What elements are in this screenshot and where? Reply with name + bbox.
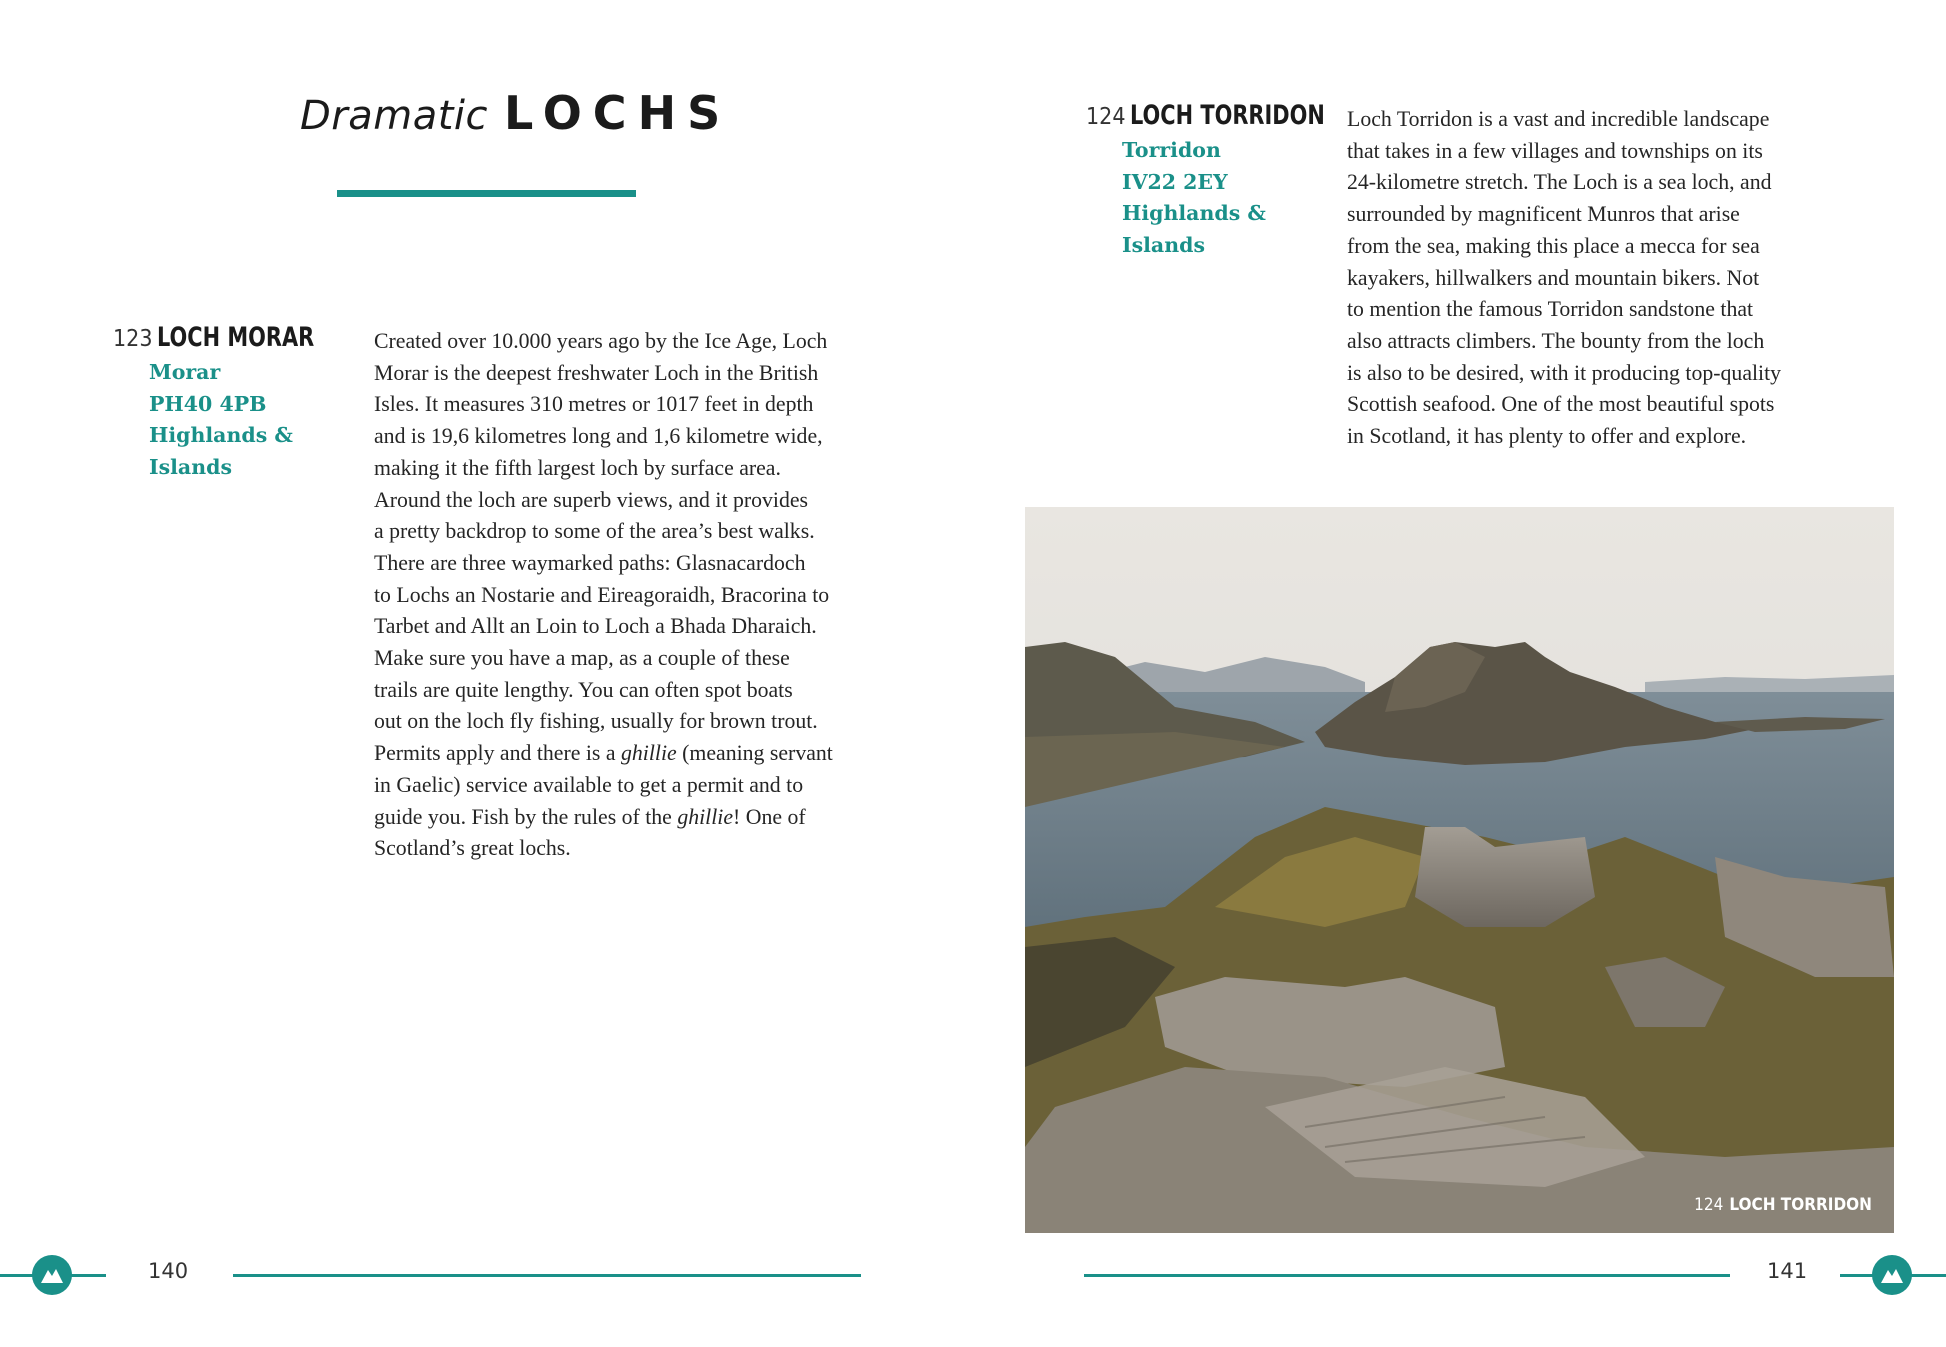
- footer-rule-left-inner: [68, 1274, 106, 1277]
- body-line: Created over 10.000 years ago by the Ice Age, Loch: [374, 329, 828, 353]
- entry-heading-loch-morar: [113, 322, 339, 353]
- body-line: and is 19,6 kilometres long and 1,6 kilometre wide,: [374, 424, 823, 449]
- photo-caption: [1694, 1195, 1872, 1215]
- italic-term: ghillie: [677, 804, 734, 829]
- section-title: [300, 86, 731, 140]
- address-line: Morar: [149, 360, 221, 384]
- entry-number: 124: [1086, 104, 1126, 130]
- body-line: trails are quite lengthy. You can often spot boats: [374, 677, 793, 702]
- footer-rule-left-long: [233, 1274, 861, 1277]
- body-line: from the sea, making this place a mecca for sea: [1347, 233, 1760, 258]
- body-line: Isles. It measures 310 metres or 1017 feet in depth: [374, 392, 814, 417]
- body-text-loch-morar: [374, 326, 833, 865]
- body-line: Loch Torridon is a vast and incredible landscape: [1347, 107, 1770, 131]
- body-line: out on the loch fly fishing, usually for brown trout.: [374, 709, 818, 734]
- title-underline: [337, 190, 636, 197]
- body-line: Make sure you have a map, as a couple of these: [374, 646, 790, 671]
- body-line: Morar is the deepest freshwater Loch in the British: [374, 360, 819, 385]
- address-line: Highlands &: [149, 423, 293, 448]
- body-line: that takes in a few villages and townships on its: [1347, 138, 1763, 163]
- section-title-script: Dramatic: [300, 93, 489, 139]
- body-line: to Lochs an Nostarie and Eireagoraidh, Bracorina to: [374, 582, 830, 607]
- landscape-illustration: [1025, 507, 1894, 1233]
- body-line: kayakers, hillwalkers and mountain bikers. Not: [1347, 265, 1760, 290]
- footer-rule-left-outer: [0, 1274, 36, 1277]
- body-line: guide you. Fish by the rules of the ghillie! One of: [374, 804, 806, 829]
- footer-rule-right-outer: [1908, 1274, 1946, 1277]
- page-number-right: 141: [1767, 1259, 1808, 1283]
- body-line: There are three waymarked paths: Glasnacardoch: [374, 550, 806, 575]
- address-line: IV22 2EY: [1122, 169, 1228, 194]
- address-line: Torridon: [1122, 138, 1221, 162]
- body-line: Tarbet and Allt an Loin to Loch a Bhada Dharaich.: [374, 614, 817, 639]
- body-line: making it the fifth largest loch by surface area.: [374, 455, 781, 480]
- page-number-left: 140: [148, 1259, 189, 1283]
- body-line: Scottish seafood. One of the most beautiful spots: [1347, 392, 1775, 417]
- body-line: to mention the famous Torridon sandstone that: [1347, 297, 1754, 322]
- entry-heading-loch-torridon: [1086, 100, 1356, 131]
- body-line: also attracts climbers. The bounty from the loch: [1347, 328, 1765, 353]
- address-line: PH40 4PB: [149, 391, 267, 416]
- loch-torridon-photo: [1025, 507, 1894, 1233]
- body-line: Scotland’s great lochs.: [374, 836, 571, 861]
- photo-caption-number: 124: [1694, 1195, 1724, 1215]
- body-text-loch-torridon: [1347, 104, 1781, 453]
- body-line: surrounded by magnificent Munros that arise: [1347, 202, 1740, 227]
- body-line: a pretty backdrop to some of the area’s best walks.: [374, 519, 815, 544]
- footer-rule-right-inner: [1840, 1274, 1876, 1277]
- body-line: Around the loch are superb views, and it provides: [374, 487, 809, 512]
- address-line: Islands: [1122, 232, 1205, 257]
- body-line: is also to be desired, with it producing top-quality: [1347, 360, 1782, 385]
- address-line: Highlands &: [1122, 201, 1266, 226]
- mountain-icon: [1872, 1255, 1912, 1295]
- body-line: in Gaelic) service available to get a permit and to: [374, 772, 804, 797]
- italic-term: ghillie: [620, 741, 677, 766]
- mountain-icon: [32, 1255, 72, 1295]
- entry-name: LOCH MORAR: [156, 322, 314, 353]
- address-loch-torridon: [1122, 135, 1266, 261]
- body-line: Permits apply and there is a ghillie (meaning servant: [374, 741, 833, 766]
- section-title-caps: LOCHS: [504, 86, 732, 140]
- footer-rule-right-long: [1084, 1274, 1730, 1277]
- body-line: 24-kilometre stretch. The Loch is a sea loch, and: [1347, 170, 1772, 195]
- photo-caption-name: LOCH TORRIDON: [1729, 1195, 1872, 1215]
- address-loch-morar: [149, 357, 293, 483]
- body-line: in Scotland, it has plenty to offer and explore.: [1347, 424, 1747, 449]
- entry-number: 123: [113, 326, 153, 352]
- entry-name: LOCH TORRIDON: [1129, 100, 1325, 131]
- address-line: Islands: [149, 454, 232, 479]
